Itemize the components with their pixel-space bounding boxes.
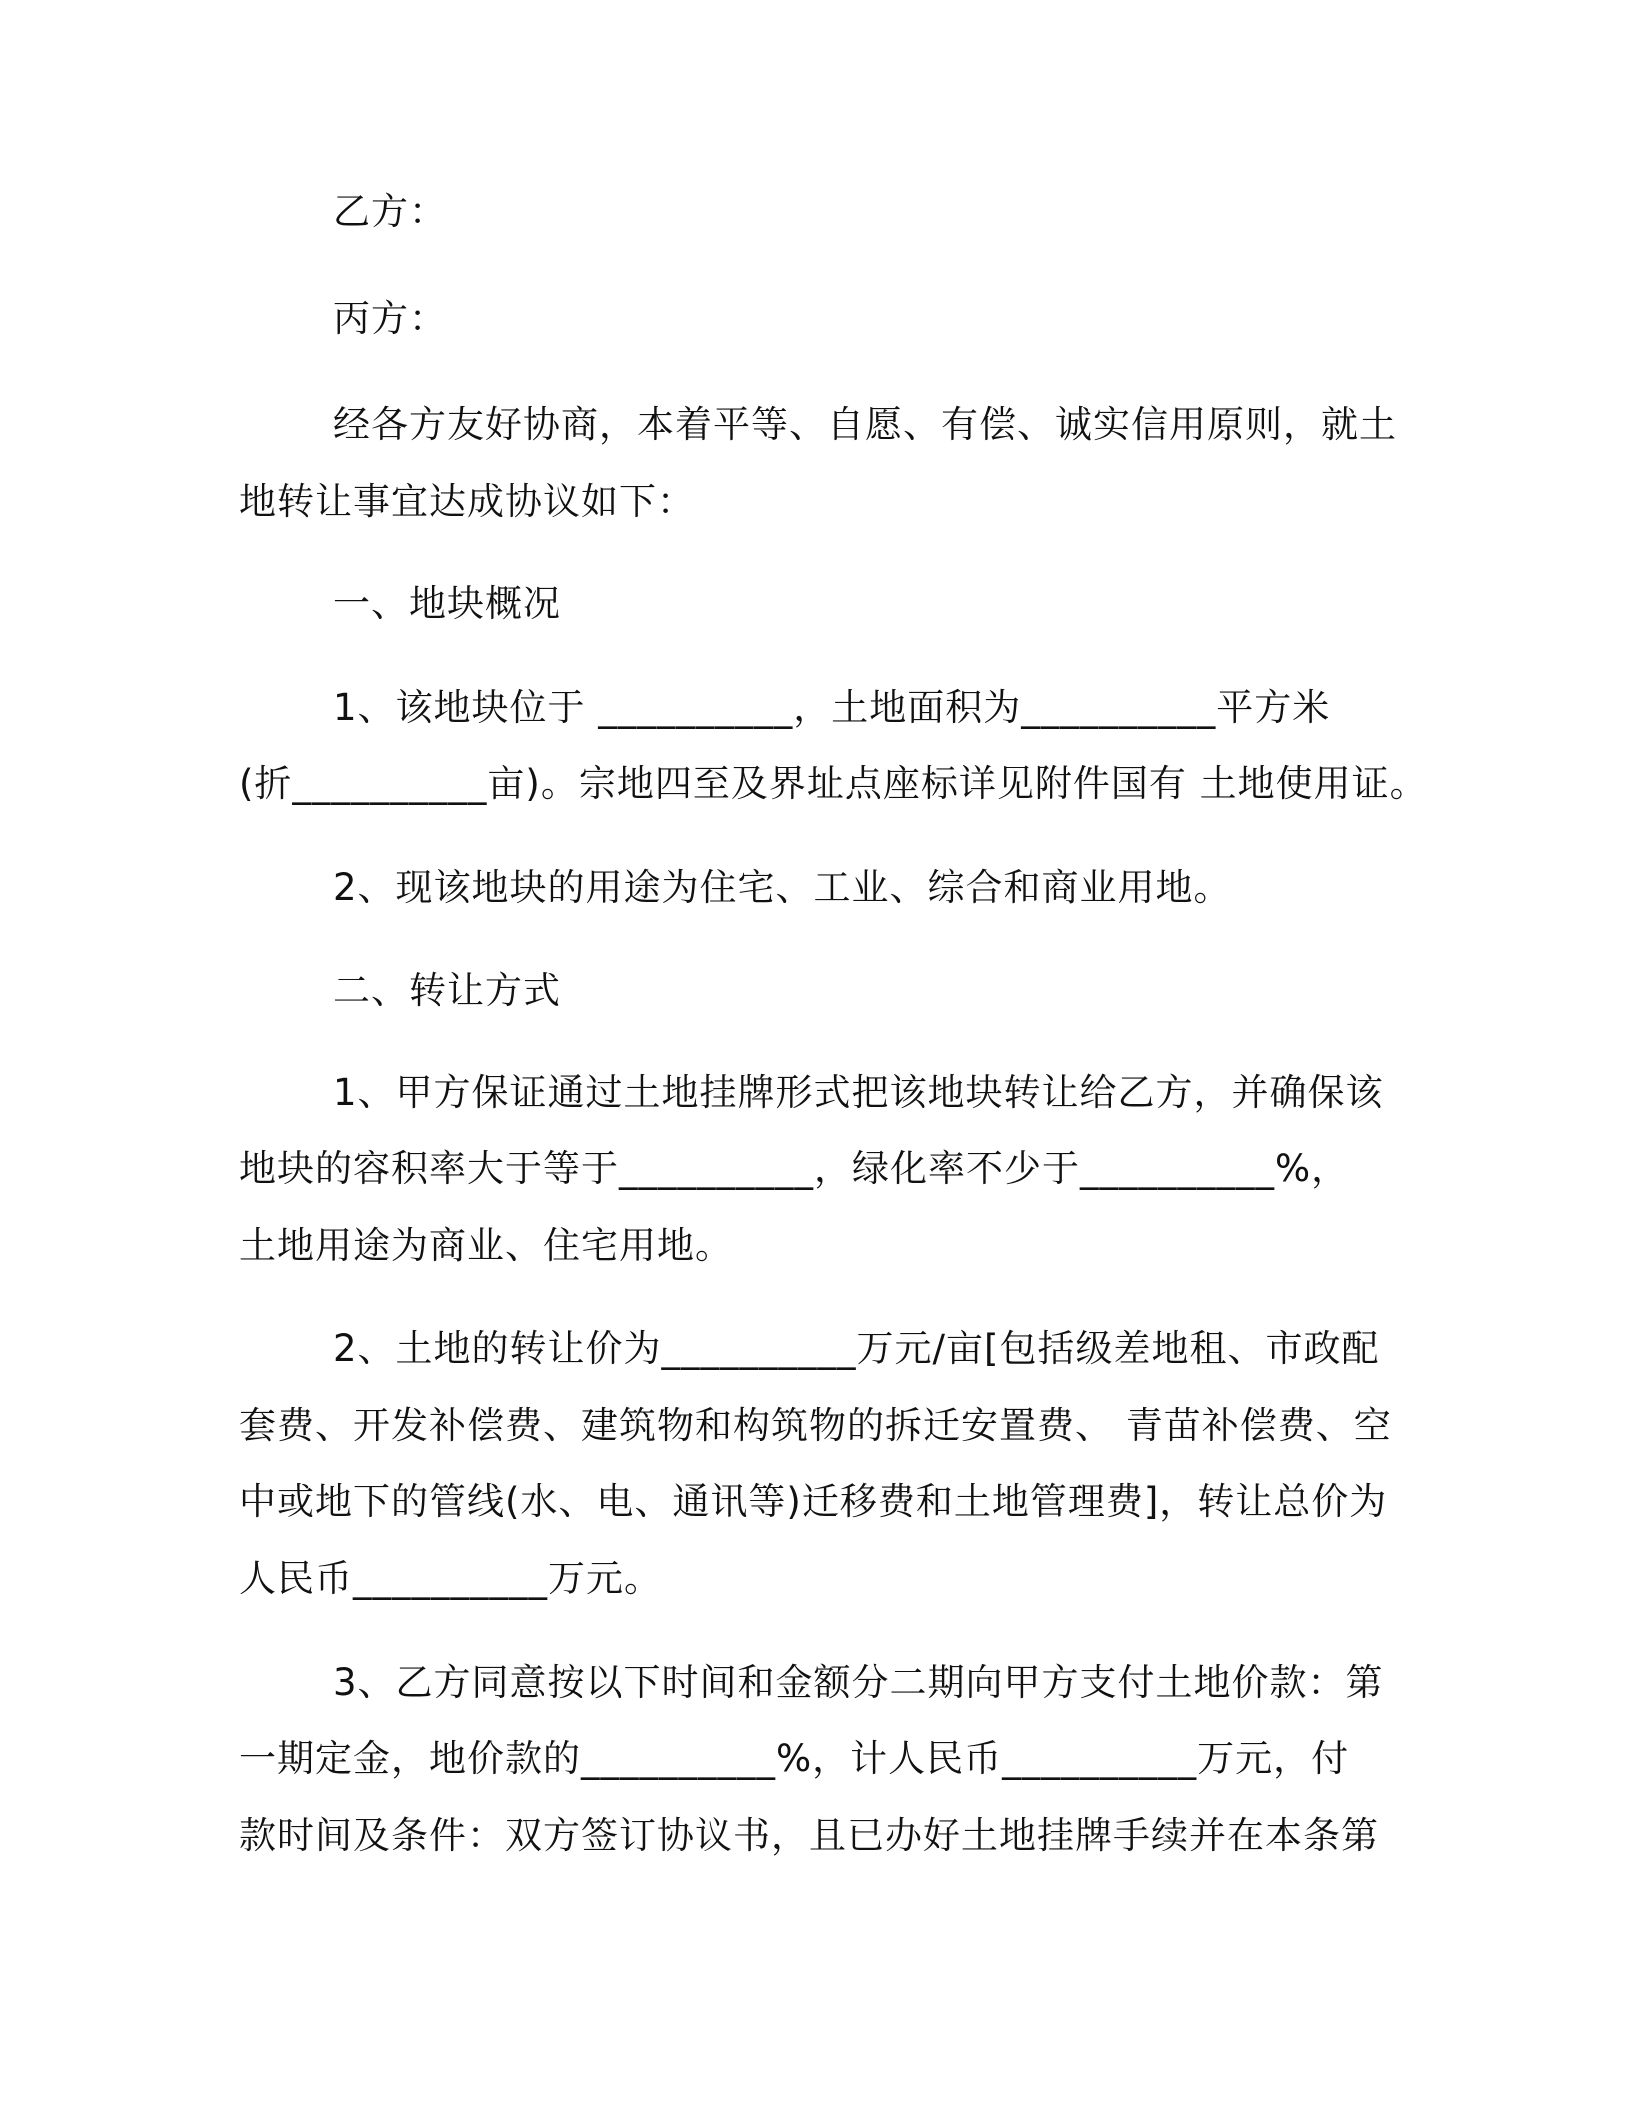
s1-item2: 2、现该地块的用途为住宅、工业、综合和商业用地。 <box>333 866 1232 909</box>
s2-item3-line-1: 3、乙方同意按以下时间和金额分二期向甲方支付土地价款：第 <box>333 1661 1384 1704</box>
section-2-title: 二、转让方式 <box>333 969 561 1012</box>
s2-item2-line-3: 中或地下的管线(水、电、通讯等)迁移费和土地管理费]，转让总价为 <box>239 1480 1388 1523</box>
party-b-label: 乙方： <box>333 190 447 233</box>
s2-item1-line-3: 土地用途为商业、住宅用地。 <box>239 1224 733 1267</box>
intro-line-1: 经各方友好协商，本着平等、自愿、有偿、诚实信用原则，就土 <box>333 403 1397 446</box>
s1-item1-line-1: 1、该地块位于 __________，土地面积为__________平方米 <box>333 686 1331 729</box>
party-c-label: 丙方： <box>333 297 447 340</box>
s2-item2-line-2: 套费、开发补偿费、建筑物和构筑物的拆迁安置费、 青苗补偿费、空 <box>239 1404 1392 1447</box>
s2-item3-line-2: 一期定金，地价款的__________%，计人民币__________万元，付 <box>239 1737 1350 1780</box>
s2-item2-line-1: 2、土地的转让价为__________万元/亩[包括级差地租、市政配 <box>333 1327 1380 1370</box>
intro-line-2: 地转让事宜达成协议如下： <box>239 480 695 523</box>
s2-item3-line-3: 款时间及条件：双方签订协议书，且已办好土地挂牌手续并在本条第 <box>239 1814 1379 1857</box>
section-1-title: 一、地块概况 <box>333 582 561 625</box>
s2-item1-line-2: 地块的容积率大于等于__________，绿化率不少于__________%， <box>239 1147 1350 1190</box>
s2-item1-line-1: 1、甲方保证通过土地挂牌形式把该地块转让给乙方，并确保该 <box>333 1071 1384 1114</box>
s1-item1-line-2: (折__________亩)。宗地四至及界址点座标详见附件国有 土地使用证。 <box>239 762 1428 805</box>
s2-item2-line-4: 人民币__________万元。 <box>239 1557 662 1600</box>
